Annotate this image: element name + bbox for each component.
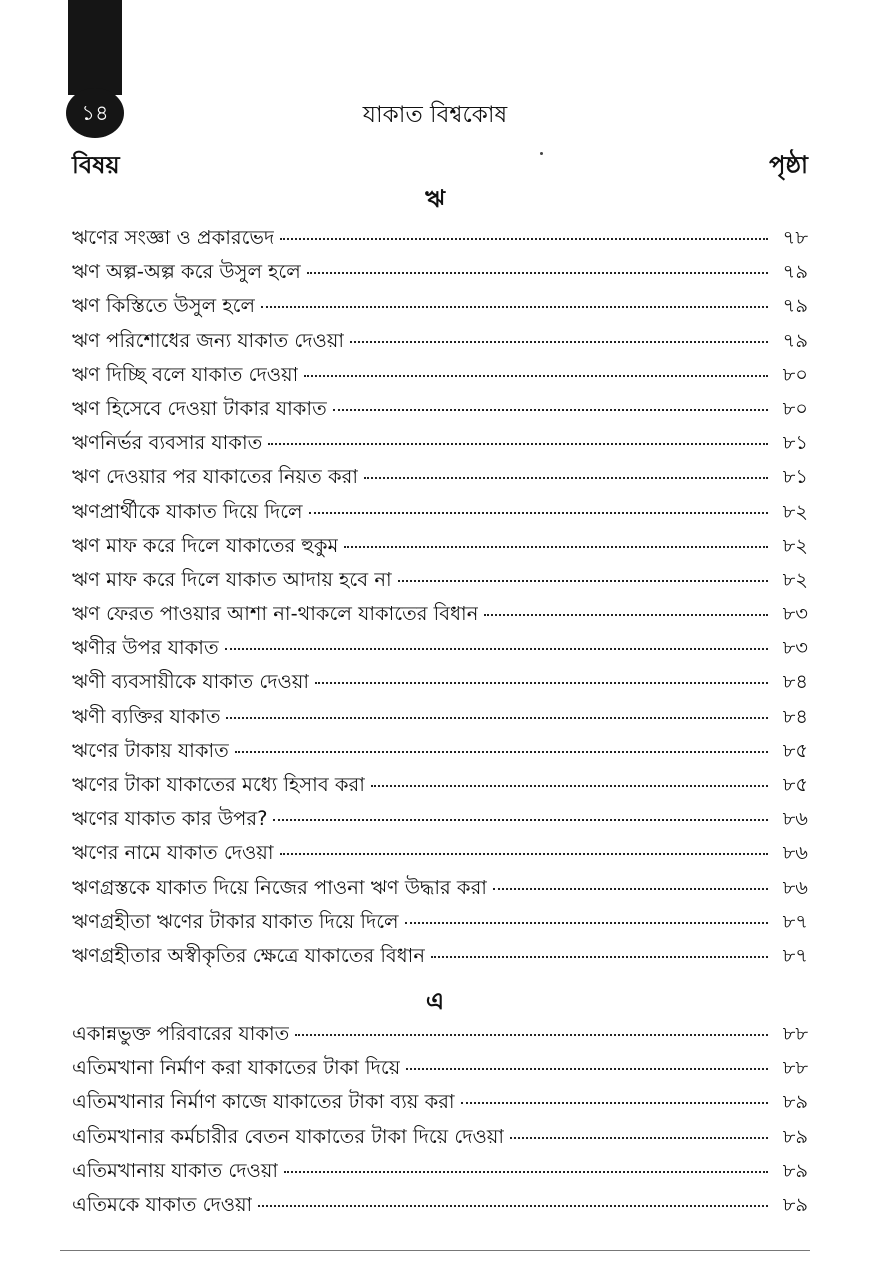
toc-entry-page: ৮৯ xyxy=(782,1192,808,1216)
toc-entry xyxy=(72,839,808,873)
toc-entry xyxy=(72,1123,808,1157)
dot-leader xyxy=(344,546,768,548)
toc-entry-title: ঋণের নামে যাকাত দেওয়া xyxy=(72,841,274,865)
dot-leader xyxy=(371,785,768,787)
dot-leader xyxy=(315,682,768,684)
toc-entry xyxy=(72,942,808,976)
toc-entry-page: ৭৯ xyxy=(782,328,808,352)
toc-entry-page: ৮৬ xyxy=(782,875,808,899)
toc-entry-page: ৮৪ xyxy=(782,704,808,728)
toc-entry-page: ৮১ xyxy=(782,431,808,455)
toc-entry-title: ঋণ ফেরত পাওয়ার আশা না-থাকলে যাকাতের বিধান xyxy=(72,602,479,626)
toc-entry-page: ৮০ xyxy=(782,362,808,386)
toc-entry-page: ৭৮ xyxy=(782,226,808,249)
toc-entry xyxy=(72,463,808,497)
dot-leader xyxy=(295,1034,768,1036)
subject-column-label: বিষয় xyxy=(72,151,120,179)
toc-entry-title: ঋণী ব্যক্তির যাকাত xyxy=(72,704,221,728)
toc-list-ri xyxy=(72,224,808,976)
toc-entry-title: ঋণনির্ভর ব্যবসার যাকাত xyxy=(72,431,263,455)
toc-entry-title: এতিমখানার নির্মাণ কাজে যাকাতের টাকা ব্যয় করা xyxy=(72,1090,455,1114)
toc-entry-page: ৮১ xyxy=(782,465,808,489)
toc-entry xyxy=(72,1191,808,1225)
section-heading-ri: ঋ xyxy=(425,185,445,213)
toc-entry xyxy=(72,532,808,566)
toc-entry-title: ঋণের টাকা যাকাতের মধ্যে হিসাব করা xyxy=(72,773,365,796)
toc-entry xyxy=(72,395,808,429)
toc-entry-title: ঋণ পরিশোধের জন্য যাকাত দেওয়া xyxy=(72,328,344,352)
toc-entry xyxy=(72,1157,808,1191)
toc-entry-page: ৮৬ xyxy=(782,807,808,831)
toc-entry-title: ঋণগ্রস্তকে যাকাত দিয়ে নিজের পাওনা ঋণ উদ্ধার করা xyxy=(72,875,487,899)
page-number: ১৪ xyxy=(81,100,109,125)
dot-leader xyxy=(405,922,768,924)
toc-entry xyxy=(72,429,808,463)
dot-leader xyxy=(398,580,768,582)
toc-entry-page: ৮৮ xyxy=(782,1022,808,1045)
dot-leader xyxy=(350,341,768,343)
page-column-label: পৃষ্ঠা xyxy=(769,151,808,179)
toc-entry-title: ঋণের সংজ্ঞা ও প্রকারভেদ xyxy=(72,226,275,249)
toc-entry-title: ঋণ মাফ করে দিলে যাকাত আদায় হবে না xyxy=(72,567,392,591)
toc-list-e xyxy=(72,1020,808,1225)
print-speck xyxy=(540,152,543,155)
dot-leader xyxy=(493,888,768,890)
toc-entry-title: ঋণ দিচ্ছি বলে যাকাত দেওয়া xyxy=(72,362,299,386)
toc-entry-page: ৮২ xyxy=(782,567,808,591)
toc-entry xyxy=(72,874,808,908)
toc-entry-title: একান্নভুক্ত পরিবারের যাকাত xyxy=(72,1022,290,1045)
dot-leader xyxy=(309,512,768,514)
dot-leader xyxy=(225,648,768,650)
section-heading-e: এ xyxy=(425,987,445,1015)
toc-entry-page: ৮৩ xyxy=(782,602,808,626)
toc-entry xyxy=(72,668,808,702)
toc-entry-title: ঋণীর উপর যাকাত xyxy=(72,636,219,660)
toc-entry-page: ৮৭ xyxy=(782,943,808,967)
dot-leader xyxy=(461,1102,768,1104)
toc-entry xyxy=(72,737,808,771)
dot-leader xyxy=(235,751,768,753)
dot-leader xyxy=(280,853,768,855)
toc-entry-page: ৮৫ xyxy=(782,773,808,796)
toc-entry-title: ঋণের টাকায় যাকাত xyxy=(72,738,229,762)
dot-leader xyxy=(364,477,768,479)
toc-entry-page: ৮৫ xyxy=(782,738,808,762)
dot-leader xyxy=(431,956,768,958)
toc-entry-title: ঋণপ্রার্থীকে যাকাত দিয়ে দিলে xyxy=(72,499,303,523)
toc-entry-page: ৮২ xyxy=(782,533,808,557)
toc-entry-title: ঋণ কিস্তিতে উসুল হলে xyxy=(72,294,256,318)
toc-entry xyxy=(72,600,808,634)
dot-leader xyxy=(304,375,768,377)
toc-entry xyxy=(72,258,808,292)
toc-entry-title: ঋণী ব্যবসায়ীকে যাকাত দেওয়া xyxy=(72,670,310,694)
toc-entry-title: ঋণ অল্প-অল্প করে উসুল হলে xyxy=(72,260,301,284)
dot-leader xyxy=(226,717,768,719)
toc-entry xyxy=(72,634,808,668)
toc-entry-title: ঋণ মাফ করে দিলে যাকাতের হুকুম xyxy=(72,533,339,557)
dot-leader xyxy=(261,306,768,308)
toc-entry-title: এতিমখানায় যাকাত দেওয়া xyxy=(72,1158,278,1182)
toc-entry xyxy=(72,1054,808,1088)
toc-entry-page: ৭৯ xyxy=(782,294,808,318)
toc-entry xyxy=(72,566,808,600)
dot-leader xyxy=(284,1171,768,1173)
toc-entry xyxy=(72,1020,808,1054)
dot-leader xyxy=(333,409,768,411)
dot-leader xyxy=(510,1137,768,1139)
dot-leader xyxy=(484,614,768,616)
dot-leader xyxy=(273,819,768,821)
toc-entry-title: ঋণের যাকাত কার উপর? xyxy=(72,807,268,831)
toc-entry xyxy=(72,908,808,942)
bottom-rule xyxy=(60,1250,810,1251)
toc-entry xyxy=(72,361,808,395)
toc-entry xyxy=(72,1088,808,1122)
dot-leader xyxy=(406,1068,768,1070)
toc-entry-page: ৮০ xyxy=(782,396,808,420)
toc-entry-page: ৮২ xyxy=(782,499,808,523)
running-title: যাকাত বিশ্বকোষ xyxy=(362,102,508,128)
toc-entry-title: ঋণগ্রহীতা ঋণের টাকার যাকাত দিয়ে দিলে xyxy=(72,909,399,933)
dot-leader xyxy=(280,238,768,240)
toc-entry-page: ৮৯ xyxy=(782,1158,808,1182)
toc-entry-page: ৮৯ xyxy=(782,1124,808,1148)
toc-entry-title: এতিমখানা নির্মাণ করা যাকাতের টাকা দিয়ে xyxy=(72,1056,401,1080)
toc-entry xyxy=(72,805,808,839)
toc-entry-title: ঋণ দেওয়ার পর যাকাতের নিয়ত করা xyxy=(72,465,358,489)
toc-entry-page: ৮৩ xyxy=(782,636,808,660)
toc-entry-page: ৭৯ xyxy=(782,260,808,284)
toc-entry xyxy=(72,327,808,361)
toc-entry xyxy=(72,498,808,532)
toc-entry-title: ঋণগ্রহীতার অস্বীকৃতির ক্ষেত্রে যাকাতের বিধান xyxy=(72,943,425,967)
toc-entry-page: ৮৮ xyxy=(782,1056,808,1080)
toc-entry-page: ৮৯ xyxy=(782,1090,808,1114)
toc-entry-title: ঋণ হিসেবে দেওয়া টাকার যাকাত xyxy=(72,396,327,420)
dot-leader xyxy=(258,1205,768,1207)
toc-entry-page: ৮৬ xyxy=(782,841,808,865)
toc-entry-page: ৮৪ xyxy=(782,670,808,694)
dot-leader xyxy=(268,443,768,445)
dot-leader xyxy=(307,272,768,274)
toc-entry xyxy=(72,703,808,737)
page-number-tab xyxy=(68,0,122,95)
toc-entry xyxy=(72,224,808,258)
toc-entry xyxy=(72,771,808,805)
toc-entry-title: এতিমখানার কর্মচারীর বেতন যাকাতের টাকা দিয়ে দেওয়া xyxy=(72,1124,505,1148)
toc-entry xyxy=(72,292,808,326)
toc-entry-page: ৮৭ xyxy=(782,909,808,933)
toc-entry-title: এতিমকে যাকাত দেওয়া xyxy=(72,1192,253,1216)
